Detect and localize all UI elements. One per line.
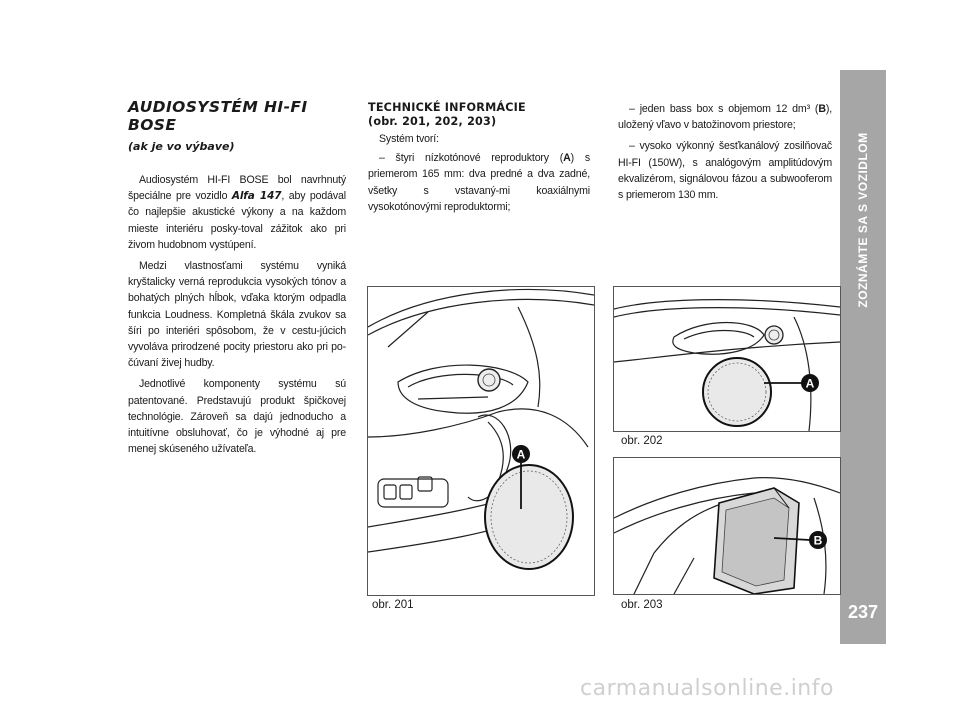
list-item-bass-box: – jeden bass box s objemom 12 dm³ (B), uložený vľavo v batožinovom priestore; — [618, 103, 832, 132]
figure-203-caption: obr. 203 — [621, 599, 663, 611]
page-number: 237 — [847, 602, 879, 622]
section-tab-title: ZOZNÁMTE SA S VOZIDLOM — [856, 132, 870, 308]
trunk-bass-box-illustration — [614, 458, 840, 594]
column-audio-system — [128, 98, 346, 457]
callout-label-a: A — [516, 447, 526, 462]
list-item-woofers: – štyri nízkotónové reproduktory (A) s priemerom 165 mm: dva predné a dva zadné, všetky s vstavaný-mi koaxiálnymi vysokotónovými reproduktormi; — [368, 152, 590, 213]
figure-202-caption: obr. 202 — [621, 435, 663, 447]
section-subtitle: (ak je vo výbave) — [128, 140, 235, 153]
door-speaker-illustration — [368, 287, 594, 595]
figure-201 — [367, 286, 595, 596]
section-title: AUDIOSYSTÉM HI-FI BOSE — [128, 98, 308, 134]
rear-speaker-illustration — [614, 287, 840, 431]
section-tab — [840, 70, 886, 644]
callout-label-b: B — [813, 533, 823, 548]
technical-heading: TECHNICKÉ INFORMÁCIE (obr. 201, 202, 203) — [368, 101, 526, 128]
figure-203 — [613, 457, 841, 595]
brand-name: Alfa 147 — [231, 190, 282, 203]
figure-202 — [613, 286, 841, 432]
paragraph-components: Jednotlivé komponenty systému sú patentované. Predstavujú produkt špičkovej technológie. Zároveň sa dajú jednoducho a intuitívne obsluhovať, čo je výhodné aj pre menej skúseného užívateľa. — [128, 378, 346, 456]
callout-label-a-rear: A — [805, 376, 815, 391]
column-continued — [618, 101, 832, 203]
column-technical-info — [368, 101, 590, 215]
paragraph-features: Medzi vlastnosťami systému vyniká kryštalicky verná reprodukcia vysokých tónov a bohatých plných hĺbok, vďaka ktorým odpadla funkcia Loudness. Kompletná škála zvukov sa šíri po interiéri spôsobom, že v cestu-júcich vyvoláva prirodzené pocity priestoru ako pri po-čúvaní živej hudby. — [128, 260, 346, 370]
footer-watermark: carmanualsonline.info — [580, 676, 834, 701]
paragraph-intro: Audiosystém HI-FI BOSE bol navrhnutý špeciálne pre vozidlo Alfa 147, aby podával čo najlepšie akustické výkony a na každom mieste interiéru posky-toval zážitok ako pri živom hudobnom vystúpení. — [128, 174, 346, 251]
list-item-amplifier: – vysoko výkonný šesťkanálový zosilňovač HI-FI (150W), s analógovým amplitúdovým ekvalizérom, signálovou fázou a subwooferom s priemerom 130 mm. — [618, 140, 832, 202]
system-intro: Systém tvorí: — [379, 133, 439, 145]
figure-201-caption: obr. 201 — [372, 599, 414, 611]
